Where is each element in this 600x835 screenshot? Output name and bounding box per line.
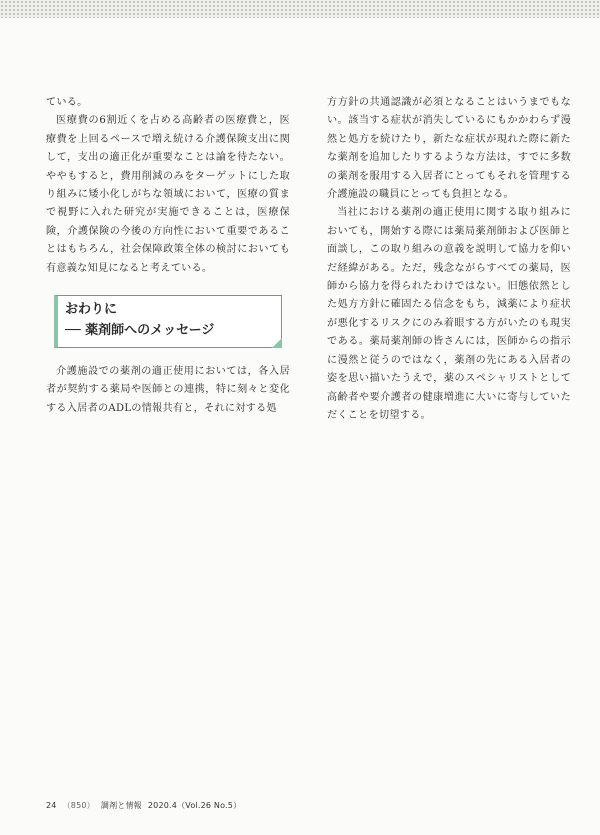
total-page-number: （850） [62, 801, 95, 810]
right-column [327, 94, 571, 425]
page-footer [46, 800, 247, 811]
section-heading-box [54, 295, 282, 348]
section-heading-subtitle: ── 薬剤師へのメッセージ [65, 323, 215, 339]
body-paragraph-continuation: 方方針の共通認識が必須となることはいうまでもない。該当する症状が消失しているにもかかわらず漫然と処方を続けたり，新たな症状が現れた際に新たな薬剤を追加したりするような方法は，すでに多数の薬剤を服用する入居者にとってもそれを管理する介護施設の職員にとっても負担となる。 [327, 97, 571, 201]
body-paragraph: 当社における薬剤の適正使用に関する取り組みにおいても，開始する際には薬局薬剤師および医師と面談し，この取り組みの意義を説明して協力を仰いだ経緯がある。ただ，残念ながらすべての薬局，医師から協力を得られたわけではない。旧態依然とした処方方針に確固たる信念をもち，減薬により症状が悪化するリスクにのみ着眼する方がいたのも現実である。薬局薬剤師の皆さんには，医師からの指示に漫然と従うのではなく，薬剤の先にある入居者の姿を思い描いたうえで，薬のスペシャリストとして高齢者や要介護者の健康増進に大いに寄与していただくことを切望する。 [327, 207, 571, 421]
body-paragraph: 介護施設での薬剤の適正使用においては，各入居者が契約する薬局や医師との連携，特に刻々と変化する入居者のADLの情報共有と，それに対する処 [46, 366, 290, 414]
section-heading-title: おわりに [65, 302, 118, 318]
top-dotted-band [0, 0, 600, 18]
page-number: 24 [46, 801, 57, 810]
left-column [46, 94, 290, 418]
issue-info: 2020.4（Vol.26 No.5） [147, 801, 242, 810]
body-paragraph: 医療費の6割近くを占める高齢者の医療費と，医療費を上回るペースで増え続ける介護保険支出に関して，支出の適正化が重要なことは論を待たない。ややもすると，費用削減のみをターゲットにした取り組みに矮小化しがちな領域において，医療の質まで視野に入れた研究が実施できることは，医療保険，介護保険の今後の方向性において重要であることはもちろん，社会保障政策全体の検討においても有意義な知見になると考えている。 [46, 115, 290, 274]
journal-name: 調剤と情報 [100, 801, 142, 810]
heading-corner-accent [272, 338, 282, 348]
body-paragraph-continuation: ている。 [46, 97, 88, 108]
